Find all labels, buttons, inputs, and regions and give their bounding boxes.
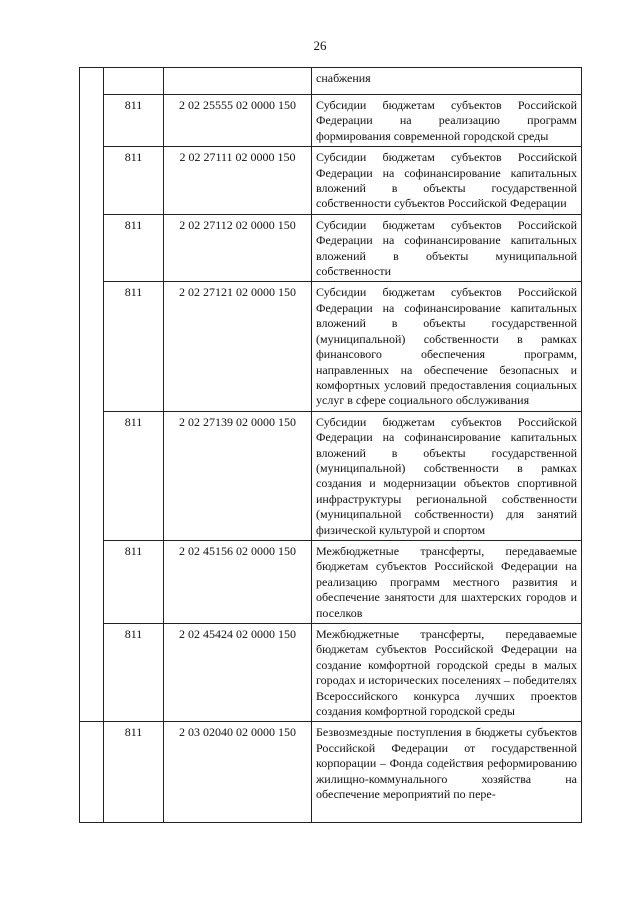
budget-code-cell: 2 02 27121 02 0000 150: [164, 282, 312, 411]
admin-code-cell: 811: [104, 624, 164, 722]
budget-code-cell: 2 02 27111 02 0000 150: [164, 147, 312, 215]
table-row: [80, 722, 582, 823]
blank-cell: [80, 68, 104, 722]
income-description-cell: Межбюджетные трансферты, передаваемые бюджетам субъектов Российской Федерации на создание комфортной городской среды в малых городах и исторических поселениях – победителях Всероссийского конкурса лучших проектов создания комфортной городской среды: [312, 624, 582, 722]
income-description-cell: Субсидии бюджетам субъектов Российской Федерации на софинансирование капитальных вложений в объекты государственной собственности субъектов Российской Федерации: [312, 147, 582, 215]
income-description-cell: Субсидии бюджетам субъектов Российской Федерации на софинансирование капитальных вложений в объекты муниципальной собственности: [312, 214, 582, 282]
budget-code-cell: 2 02 27112 02 0000 150: [164, 214, 312, 282]
admin-code-cell: 811: [104, 214, 164, 282]
budget-code-cell: [164, 68, 312, 95]
table-row: [80, 68, 582, 95]
admin-code-cell: 811: [104, 540, 164, 623]
admin-code-cell: 811: [104, 282, 164, 411]
income-description-cell: Межбюджетные трансферты, передаваемые бюджетам субъектов Российской Федерации на реализацию программ местного развития и обеспечение занятости для шахтерских городов и поселков: [312, 540, 582, 623]
budget-code-cell: 2 02 45156 02 0000 150: [164, 540, 312, 623]
table-row: [80, 95, 582, 147]
table-row: [80, 540, 582, 623]
table-row: [80, 214, 582, 282]
admin-code-cell: 811: [104, 722, 164, 823]
budget-code-cell: 2 02 45424 02 0000 150: [164, 624, 312, 722]
budget-table: [79, 67, 582, 823]
income-description-cell: Субсидии бюджетам субъектов Российской Федерации на софинансирование капитальных вложений в объекты государственной (муниципальной) собственности в рамках финансового обеспечения программ, направленных на обеспечение безопасных и комфортных условий предоставления социальных услуг в сфере социального обслуживания: [312, 282, 582, 411]
admin-code-cell: [104, 68, 164, 95]
page-number: 26: [313, 38, 327, 53]
budget-code-cell: 2 02 27139 02 0000 150: [164, 411, 312, 540]
budget-code-cell: 2 02 25555 02 0000 150: [164, 95, 312, 147]
income-description-cell: Субсидии бюджетам субъектов Российской Федерации на реализацию программ формирования современной городской среды: [312, 95, 582, 147]
table-row: [80, 411, 582, 540]
table-row: [80, 282, 582, 411]
income-description-cell: Субсидии бюджетам субъектов Российской Федерации на софинансирование капитальных вложений в объекты государственной (муниципальной) собственности в рамках создания и модернизации объектов спортивной инфраструктуры региональной собственности (муниципальной собственности) для занятий физической культурой и спортом: [312, 411, 582, 540]
admin-code-cell: 811: [104, 147, 164, 215]
table-row: [80, 624, 582, 722]
income-description-cell: Безвозмездные поступления в бюджеты субъектов Российской Федерации от государственной корпорации – Фонда содействия реформированию жилищно-коммунального хозяйства на обеспечение мероприятий по пере-: [312, 722, 582, 823]
admin-code-cell: 811: [104, 411, 164, 540]
table-row: [80, 147, 582, 215]
admin-code-cell: 811: [104, 95, 164, 147]
income-description-cell: снабжения: [312, 68, 582, 95]
blank-cell: [80, 722, 104, 823]
budget-table-body: [80, 68, 582, 823]
budget-code-cell: 2 03 02040 02 0000 150: [164, 722, 312, 823]
